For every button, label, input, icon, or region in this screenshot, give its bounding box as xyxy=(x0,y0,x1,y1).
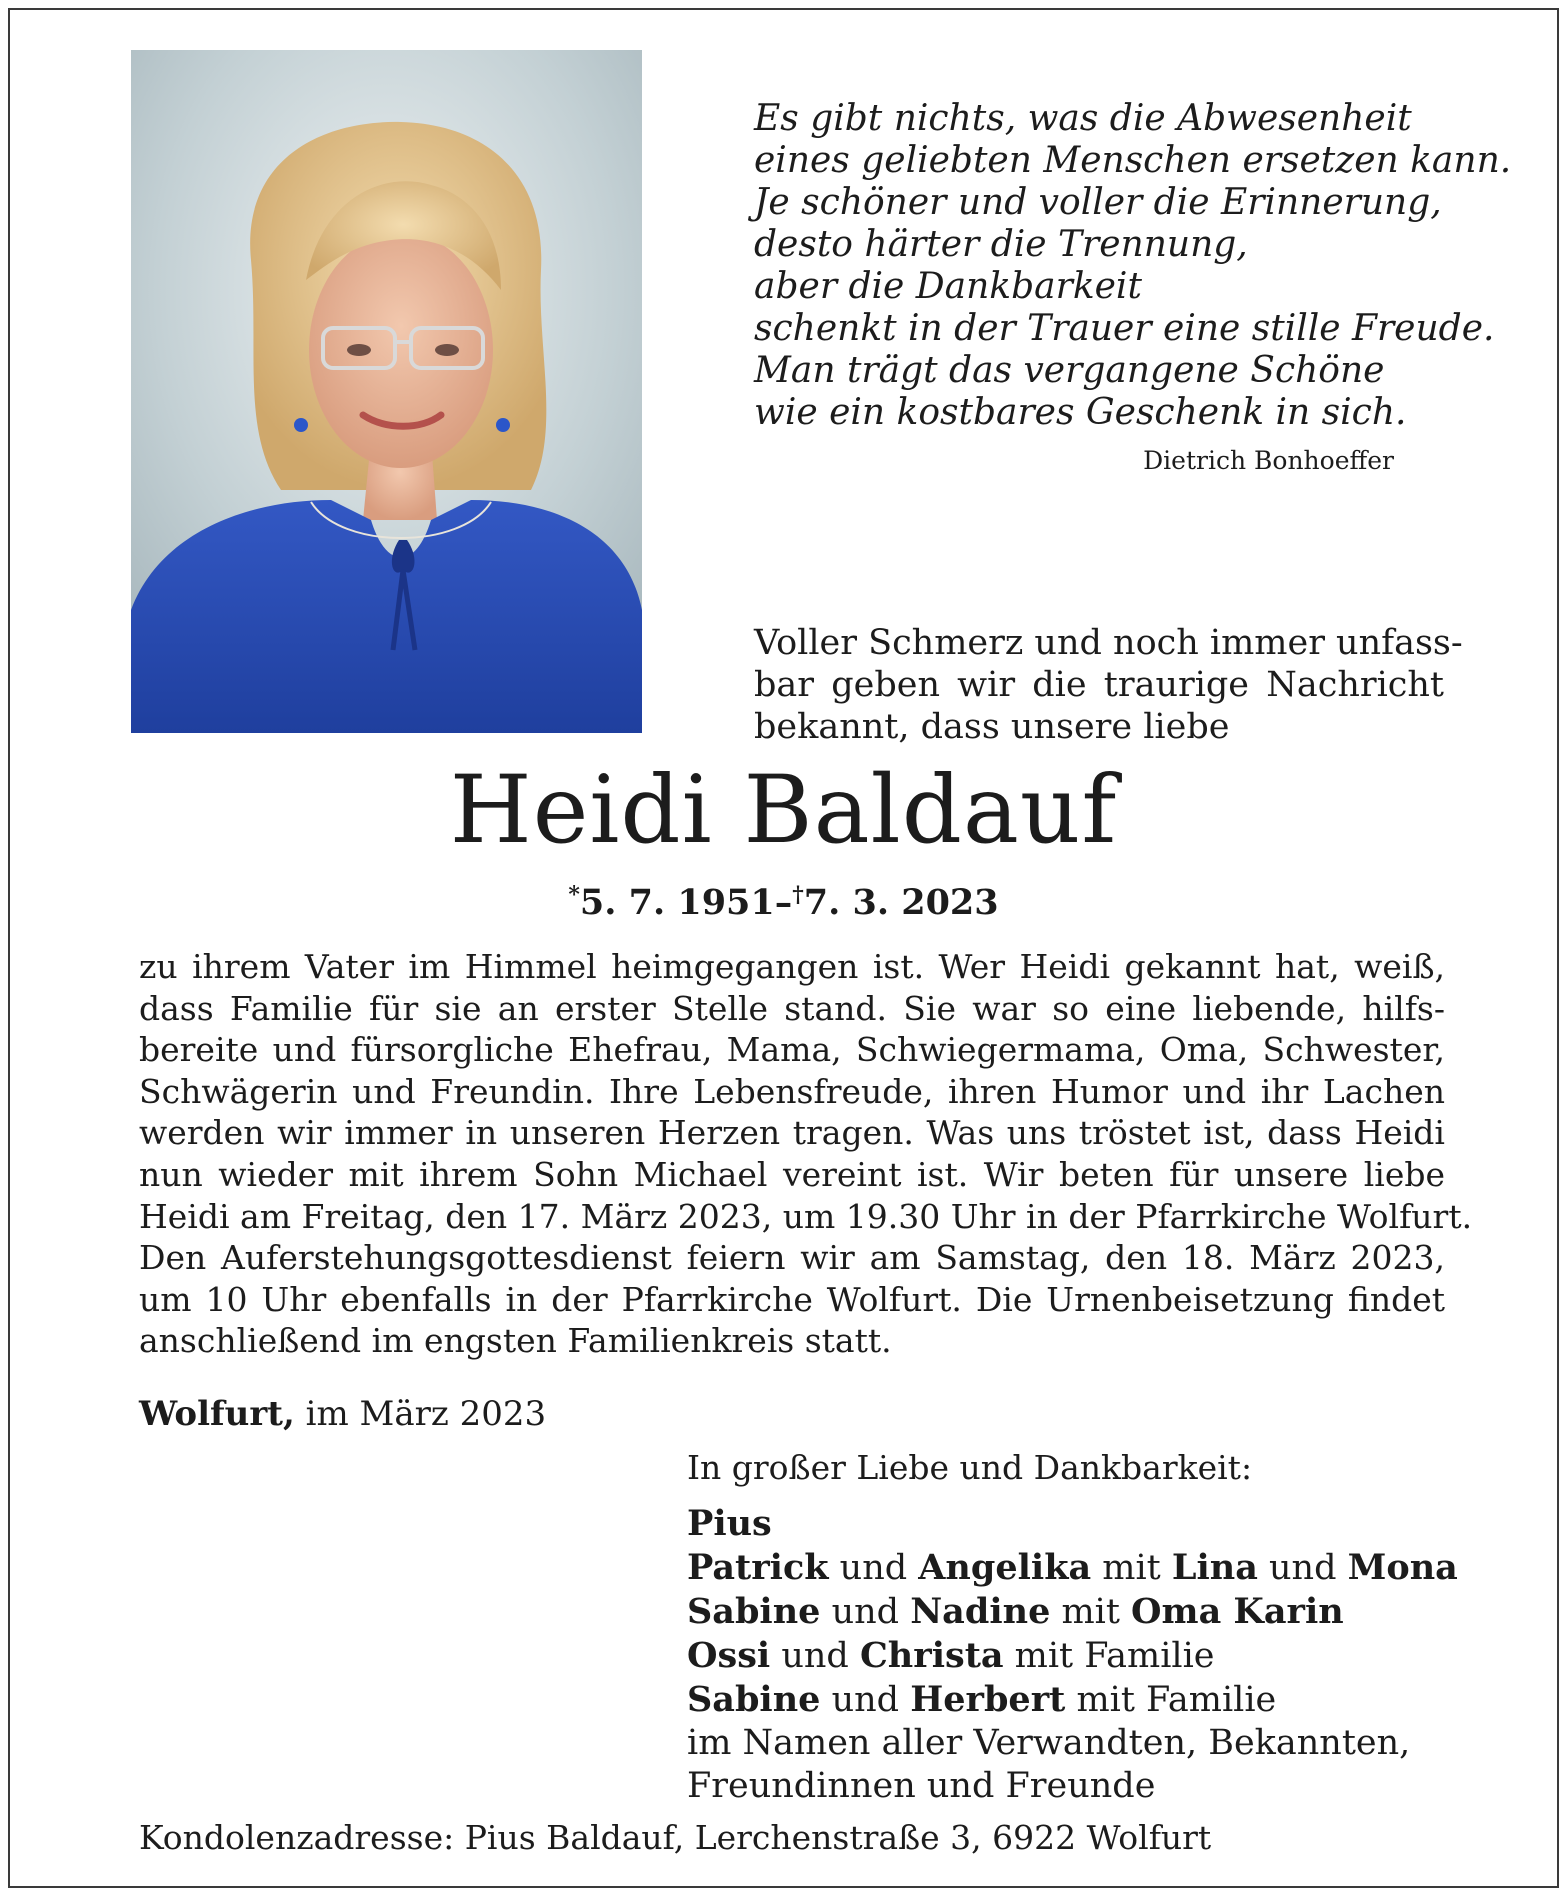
obituary-page xyxy=(8,8,1559,1888)
place: Wolfurt, xyxy=(139,1394,295,1434)
quote-line: aber die Dankbarkeit xyxy=(754,266,1142,307)
text-line: werden wir immer in unseren Herzen tragen. Was uns tröstet ist, dass Heidi xyxy=(139,1113,1445,1153)
quote-line: Je schöner und voller die Erinnerung, xyxy=(754,182,1442,223)
text-line: um 10 Uhr ebenfalls in der Pfarrkirche Wolfurt. Die Urnenbeisetzung findet xyxy=(139,1279,1445,1319)
quote-line: desto härter die Trennung, xyxy=(754,224,1248,265)
place-date xyxy=(139,1394,546,1434)
family-name: Pius xyxy=(687,1503,772,1544)
text-line: zu ihrem Vater im Himmel heimgegangen ist. Wer Heidi gekannt hat, weiß, xyxy=(139,947,1445,986)
portrait-photo xyxy=(131,50,642,733)
life-dates xyxy=(10,882,1557,923)
death-mark: † xyxy=(792,882,804,908)
signoff: In großer Liebe und Dankbarkeit: xyxy=(687,1448,1253,1487)
family-line: im Namen aller Verwandten, Bekannten, xyxy=(687,1723,1411,1763)
connector: mit xyxy=(1091,1548,1172,1588)
date-separator: – xyxy=(774,882,793,923)
date-text: im März 2023 xyxy=(294,1394,547,1434)
birth-mark: * xyxy=(568,882,580,908)
family-name: Sabine xyxy=(687,1591,821,1632)
family-name: Patrick xyxy=(687,1547,829,1588)
family-name: Mona xyxy=(1347,1547,1458,1588)
family-line xyxy=(687,1546,1458,1590)
family-line: Freundinnen und Freunde xyxy=(687,1766,1156,1806)
birth-date: 5. 7. 1951 xyxy=(579,882,775,923)
quote-line: Es gibt nichts, was die Abwesenheit xyxy=(754,98,1412,139)
quote-line: eines geliebten Menschen ersetzen kann. xyxy=(754,140,1512,181)
family-name: Ossi xyxy=(687,1635,771,1676)
connector: mit Familie xyxy=(1065,1680,1277,1720)
family-name: Herbert xyxy=(910,1679,1066,1720)
family-name: Sabine xyxy=(687,1679,821,1720)
text-line: dass Familie für sie an erster Stelle stand. Sie war so eine liebende, hilfs- xyxy=(139,988,1445,1028)
intro-line: bar geben wir die traurige Nachricht xyxy=(754,665,1444,705)
quote-author: Dietrich Bonhoeffer xyxy=(1143,446,1394,475)
family-name: Angelika xyxy=(918,1547,1092,1588)
death-date: 7. 3. 2023 xyxy=(803,882,999,923)
connector: mit xyxy=(1050,1592,1132,1632)
connector: mit Familie xyxy=(1003,1636,1215,1676)
text-line: anschließend im engsten Familienkreis statt. xyxy=(139,1321,892,1361)
connector: und xyxy=(828,1548,919,1588)
family-name: Christa xyxy=(859,1635,1004,1676)
intro-line: Voller Schmerz und noch immer unfass- xyxy=(754,623,1463,663)
quote-line: schenkt in der Trauer eine stille Freude. xyxy=(754,308,1495,349)
family-name: Lina xyxy=(1171,1547,1258,1588)
connector: und xyxy=(820,1680,911,1720)
connector: und xyxy=(1257,1548,1348,1588)
quote xyxy=(754,98,1512,434)
family-name: Nadine xyxy=(910,1591,1051,1632)
family-line xyxy=(687,1502,1458,1546)
intro-text xyxy=(754,622,1463,748)
deceased-name: Heidi Baldauf xyxy=(449,756,1118,865)
condolence-address: Kondolenzadresse: Pius Baldauf, Lerchenstraße 3, 6922 Wolfurt xyxy=(139,1818,1212,1857)
intro-line: bekannt, dass unsere liebe xyxy=(754,707,1230,747)
text-line: Den Auferstehungsgottesdienst feiern wir am Samstag, den 18. März 2023, xyxy=(139,1238,1445,1278)
family-name: Oma Karin xyxy=(1131,1591,1344,1632)
family-line xyxy=(687,1634,1458,1678)
text-line: nun wieder mit ihrem Sohn Michael vereint ist. Wir beten für unsere liebe xyxy=(139,1154,1445,1194)
quote-line: Man trägt das vergangene Schöne xyxy=(754,350,1385,391)
obituary-text xyxy=(139,946,1473,1362)
family-line xyxy=(687,1678,1458,1722)
connector: und xyxy=(770,1636,860,1676)
family-list xyxy=(687,1502,1458,1808)
connector: und xyxy=(820,1592,911,1632)
family-line xyxy=(687,1590,1458,1634)
quote-line: wie ein kostbares Geschenk in sich. xyxy=(754,392,1407,433)
text-line: bereite und fürsorgliche Ehefrau, Mama, Schwiegermama, Oma, Schwester, xyxy=(139,1030,1445,1070)
text-line: Schwägerin und Freundin. Ihre Lebensfreude, ihren Humor und ihr Lachen xyxy=(139,1071,1445,1111)
text-line: Heidi am Freitag, den 17. März 2023, um 19.30 Uhr in der Pfarrkirche Wolfurt. xyxy=(139,1196,1473,1236)
